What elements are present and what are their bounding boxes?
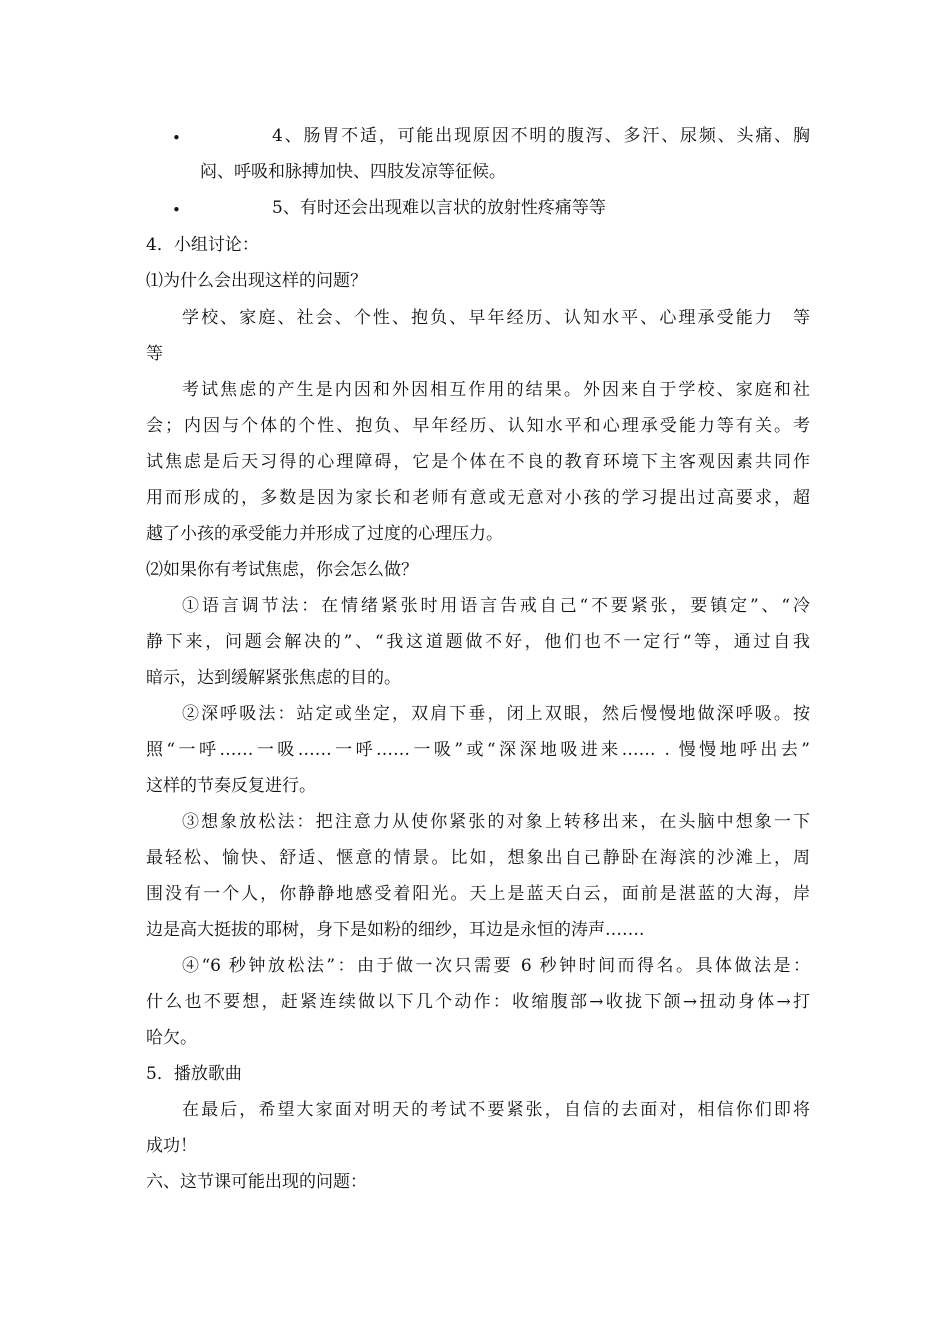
para-1-line: 考试焦虑的产生是内因和外因相互作用的结果。外因来自于学校、家庭和社 [182,380,810,400]
method-3-line: 边是高大挺拔的耶树，身下是如粉的细纱，耳边是永恒的涛声……. [146,920,645,940]
method-1-line: 暗示，达到缓解紧张焦虑的目的。 [146,668,401,688]
method-3-line: 围没有一个人，你静静地感受着阳光。天上是蓝天白云，面前是湛蓝的大海，岸 [146,884,810,904]
bullet-marker: • [172,201,181,219]
para-1-line: 试焦虑是后天习得的心理障碍，它是个体在不良的教育环境下主客观因素共同作 [146,452,810,472]
para-1-line: 会；内因与个体的个性、抱负、早年经历、认知水平和心理承受能力等有关。考 [146,416,810,436]
bullet-4-line1: 4、肠胃不适，可能出现原因不明的腹泻、多汗、尿频、头痛、胸 [272,126,810,146]
answer-1-line1: 学校、家庭、社会、个性、抱负、早年经历、认知水平、心理承受能力 等 [182,308,810,328]
method-4-line: ④“6 秒钟放松法”：由于做一次只需要 6 秒钟时间而得名。具体做法是： [182,956,810,976]
para-1-line: 越了小孩的承受能力并形成了过度的心理压力。 [146,524,503,544]
section-5-para-line: 在最后，希望大家面对明天的考试不要紧张，自信的去面对，相信你们即将 [182,1100,810,1120]
section-5-para-line: 成功！ [146,1136,197,1156]
question-2: ⑵如果你有考试焦虑，你会怎么做？ [146,560,418,580]
bullet-5-line1: 5、有时还会出现难以言状的放射性疼痛等等 [272,198,606,218]
section-5-heading: 5．播放歌曲 [146,1064,242,1084]
method-2-line: 这样的节奏反复进行。 [146,776,316,796]
method-1-line: ①语言调节法：在情绪紧张时用语言告戒自己“不要紧张，要镇定”、“冷 [182,596,810,616]
method-3-line: 最轻松、愉快、舒适、惬意的情景。比如，想象出自己静卧在海滨的沙滩上，周 [146,848,810,868]
bullet-marker: • [172,129,181,147]
method-3-line: ③想象放松法：把注意力从使你紧张的对象上转移出来，在头脑中想象一下 [182,812,810,832]
answer-1-line2: 等 [146,344,163,364]
method-2-line: ②深呼吸法：站定或坐定，双肩下垂，闭上双眼，然后慢慢地做深呼吸。按 [182,704,810,724]
method-4-line: 什么也不要想，赶紧连续做以下几个动作：收缩腹部→收拢下颌→扭动身体→打 [146,992,810,1012]
method-2-line: 照“一呼……一吸……一呼……一吸”或“深深地吸进来…… . 慢慢地呼出去” [146,740,810,760]
section-4-heading: 4．小组讨论： [146,235,259,255]
bullet-4-line2: 闷、呼吸和脉搏加快、四肢发凉等征候。 [200,162,506,182]
section-6-heading: 六、这节课可能出现的问题： [146,1172,367,1192]
para-1-line: 用而形成的，多数是因为家长和老师有意或无意对小孩的学习提出过高要求，超 [146,488,810,508]
method-4-line: 哈欠。 [146,1028,197,1048]
question-1: ⑴为什么会出现这样的问题？ [146,271,367,291]
method-1-line: 静下来，问题会解决的”、“我这道题做不好，他们也不一定行“等，通过自我 [146,632,810,652]
